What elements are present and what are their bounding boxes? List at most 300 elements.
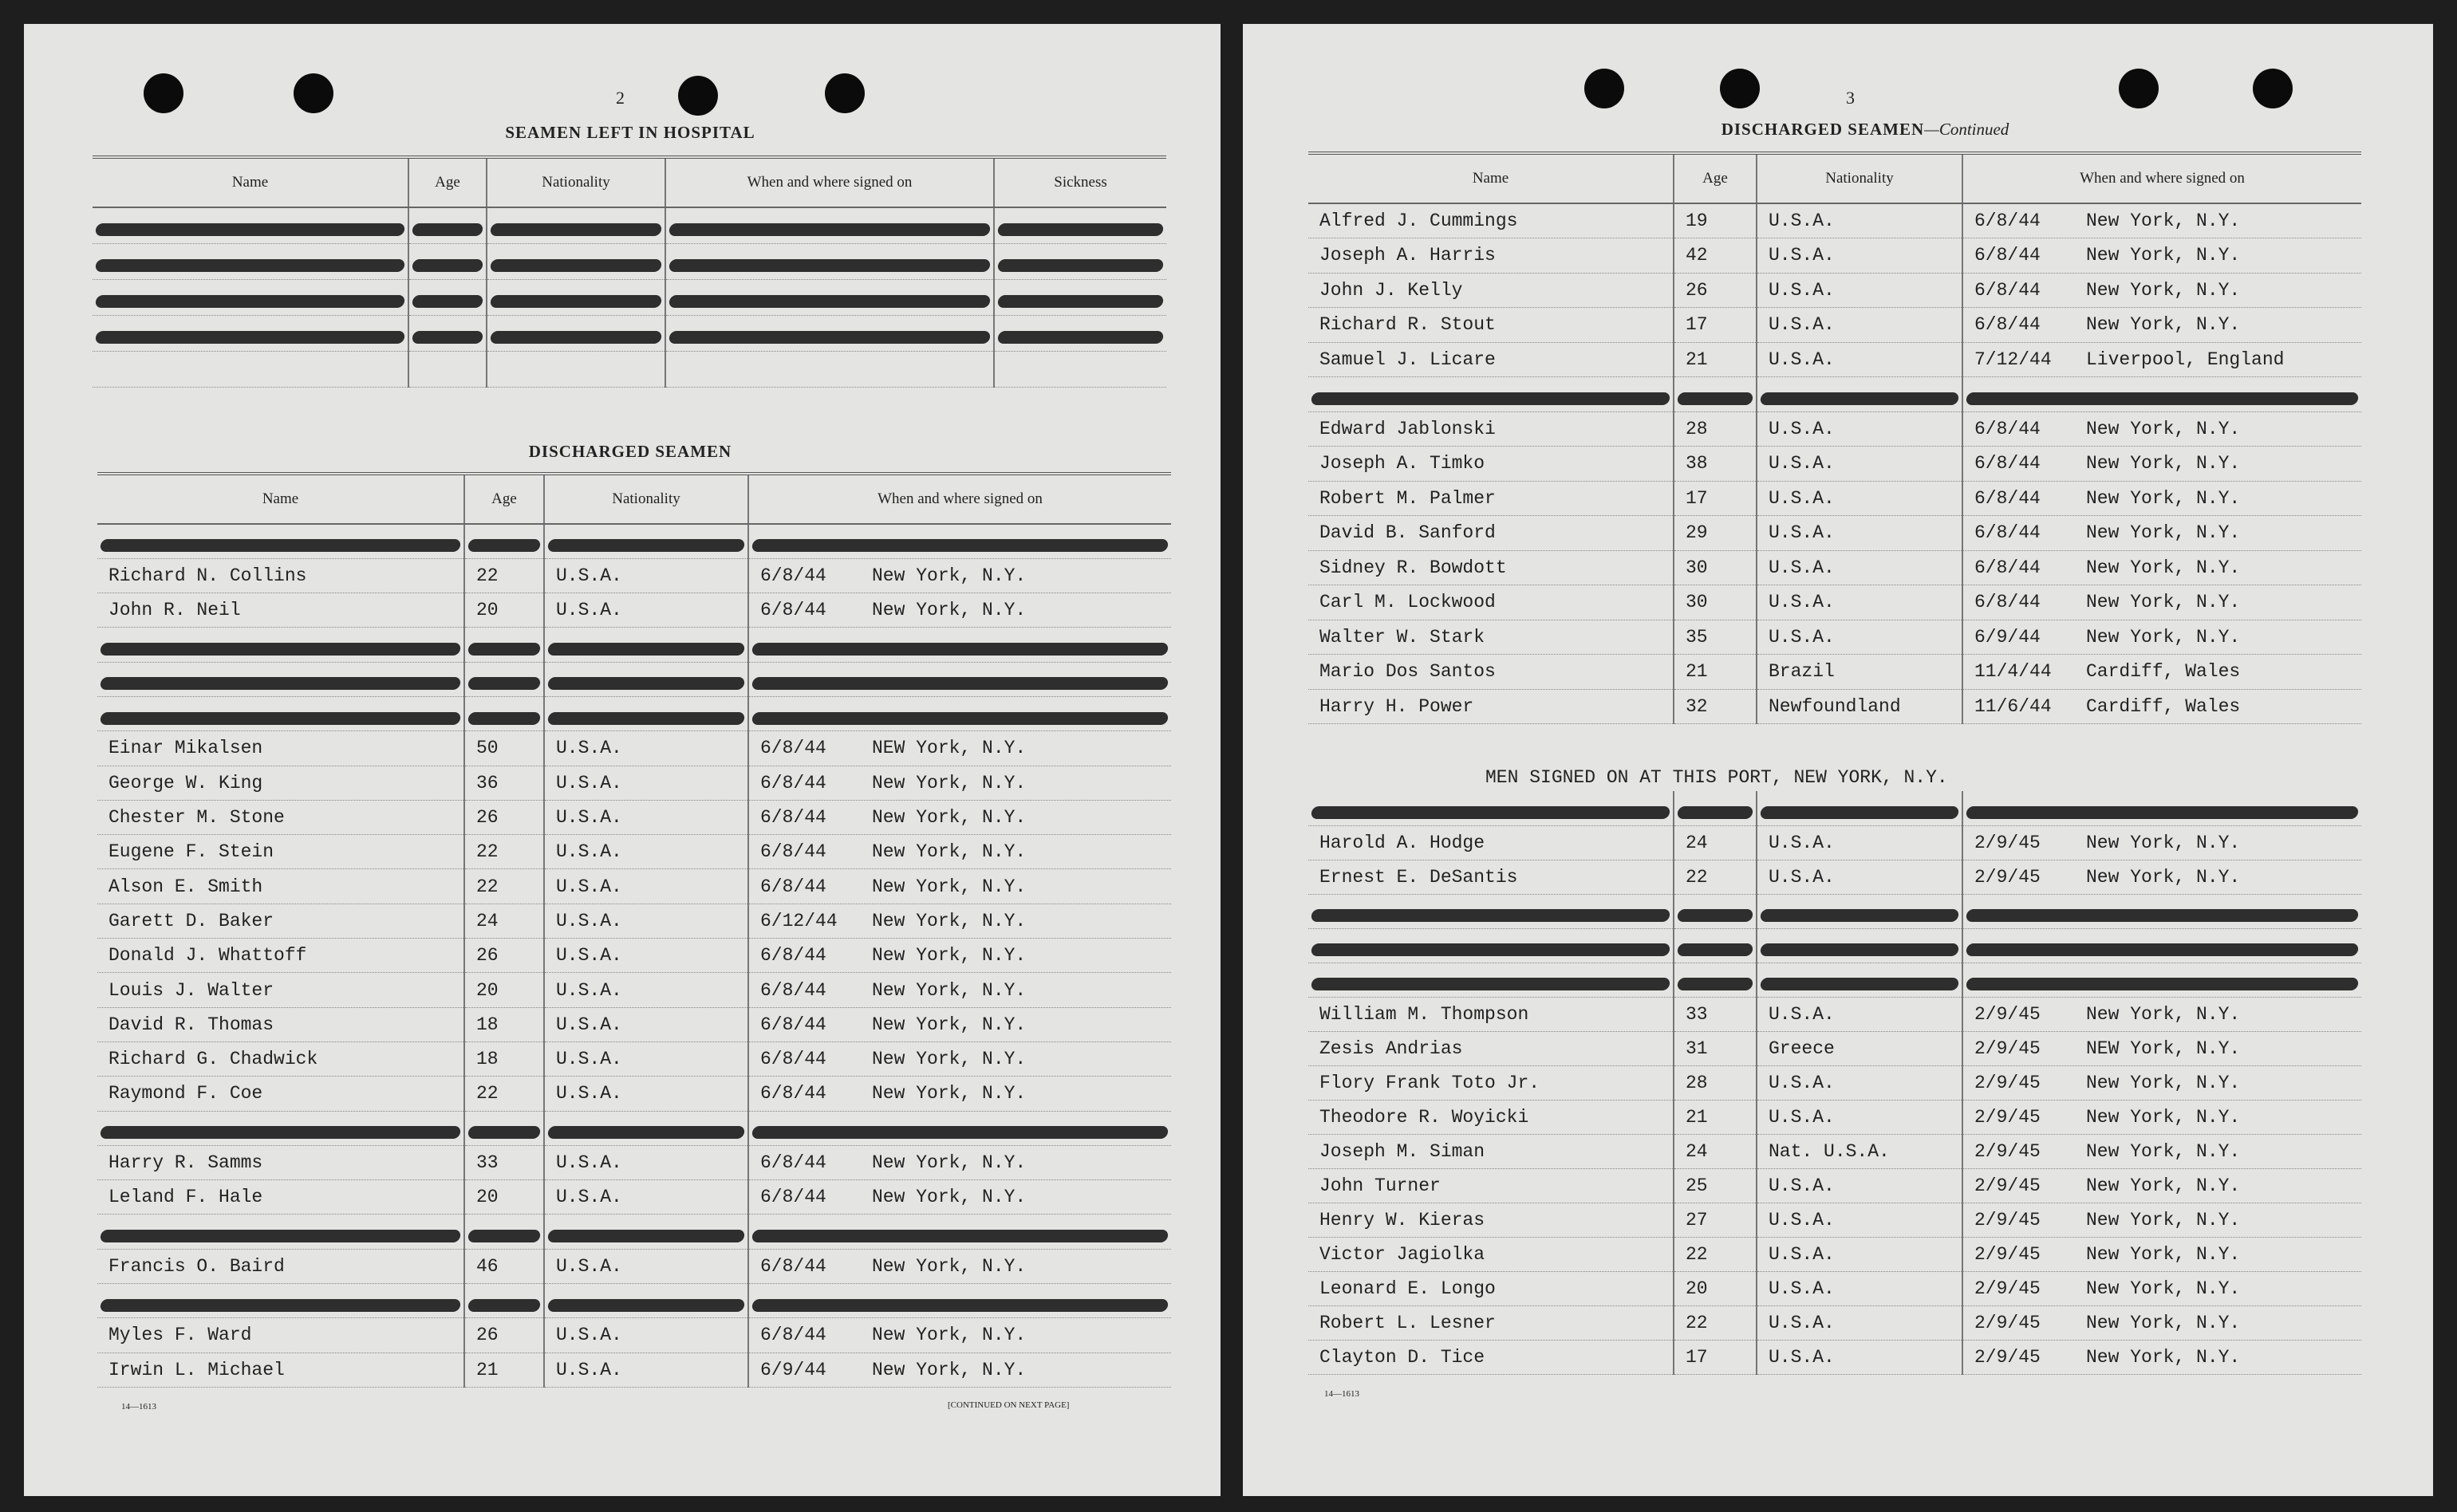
signed-on-date: 2/9/45 (1974, 1312, 2041, 1333)
seaman-name: Ernest E. DeSantis (1308, 860, 1674, 894)
seaman-age: 21 (1674, 1100, 1757, 1134)
seaman-nationality: U.S.A. (544, 1077, 748, 1111)
seaman-name: John R. Neil (97, 593, 464, 628)
seaman-nationality: U.S.A. (544, 973, 748, 1007)
table-cell (665, 351, 994, 387)
seaman-name: Carl M. Lockwood (1308, 585, 1674, 620)
signed-on-date: 6/8/44 (1974, 453, 2041, 474)
redacted-row (97, 1111, 1171, 1145)
seaman-name: Sidney R. Bowdott (1308, 550, 1674, 585)
right-page (1243, 24, 2433, 1496)
seaman-nationality: U.S.A. (544, 558, 748, 593)
signed-on-date: 2/9/45 (1974, 1038, 2041, 1059)
seaman-nationality: U.S.A. (544, 904, 748, 938)
table-row (97, 800, 1171, 834)
seaman-name: Richard G. Chadwick (97, 1041, 464, 1076)
seaman-name: Richard N. Collins (97, 558, 464, 593)
signed-on (748, 1249, 1171, 1283)
seaman-age (1674, 963, 1757, 997)
seaman-age (1674, 928, 1757, 963)
table-row (1308, 550, 2361, 585)
signed-on-place: New York, N.Y. (872, 1255, 1027, 1277)
seaman-age: 22 (464, 835, 544, 869)
signed-on (1962, 550, 2361, 585)
signed-on-place: New York, N.Y. (2086, 1278, 2241, 1299)
signed-on (1962, 481, 2361, 516)
signed-on-place: NEW York, N.Y. (872, 738, 1027, 759)
table-row (1308, 1340, 2361, 1374)
discharged-title: DISCHARGED SEAMEN (528, 442, 732, 461)
signed-on-place: New York, N.Y. (872, 1049, 1027, 1070)
signed-on (1962, 963, 2361, 997)
signed-on-date: 11/6/44 (1974, 695, 2052, 717)
signed-on-date: 6/8/44 (760, 1152, 826, 1173)
signed-on (1962, 894, 2361, 928)
title-text: DISCHARGED SEAMEN (1721, 120, 1925, 139)
seaman-nationality: U.S.A. (544, 766, 748, 800)
seaman-nationality: U.S.A. (1757, 411, 1962, 447)
seaman-nationality (1757, 791, 1962, 825)
seaman-name: John J. Kelly (1308, 273, 1674, 308)
table-row (1308, 1100, 2361, 1134)
seaman-nationality (544, 628, 748, 662)
signed-on-place: New York, N.Y. (2086, 1175, 2241, 1196)
seaman-age: 24 (1674, 1134, 1757, 1168)
seaman-nationality (544, 1111, 748, 1145)
seaman-name: Richard R. Stout (1308, 308, 1674, 343)
signed-on-place: New York, N.Y. (872, 1083, 1027, 1104)
seaman-nationality: U.S.A. (1757, 1100, 1962, 1134)
seaman-name: David R. Thomas (97, 1007, 464, 1041)
discharged-table (97, 472, 1171, 1388)
seaman-age: 21 (464, 1353, 544, 1387)
seaman-age: 30 (1674, 550, 1757, 585)
seaman-age: 17 (1674, 481, 1757, 516)
seaman-nationality: U.S.A. (1757, 1305, 1962, 1340)
signed-on (1962, 1271, 2361, 1305)
signed-on-date: 2/9/45 (1974, 866, 2041, 888)
seaman-age: 22 (1674, 1305, 1757, 1340)
signed-on-date: 6/8/44 (760, 807, 826, 829)
signed-on-place: New York, N.Y. (872, 841, 1027, 863)
seaman-nationality: U.S.A. (1757, 342, 1962, 377)
seaman-nationality: U.S.A. (1757, 550, 1962, 585)
signed-on (1962, 655, 2361, 690)
redacted-row (97, 1215, 1171, 1249)
signed-on (748, 800, 1171, 834)
table-row (1308, 238, 2361, 274)
signed-on (748, 731, 1171, 766)
signed-on (1962, 273, 2361, 308)
signed-on-date: 6/8/44 (760, 1014, 826, 1035)
signed-on (1962, 516, 2361, 551)
seaman-nationality: U.S.A. (544, 1007, 748, 1041)
signed-on-place: New York, N.Y. (2086, 211, 2241, 231)
table-row (97, 1180, 1171, 1215)
seaman-name (1308, 928, 1674, 963)
seaman-age (464, 1111, 544, 1145)
seaman-name: William M. Thompson (1308, 997, 1674, 1031)
signed-on-date: 6/8/44 (1974, 245, 2041, 266)
table-cell (487, 207, 665, 243)
seaman-age: 17 (1674, 308, 1757, 343)
table-row (1308, 342, 2361, 377)
signed-on (1962, 1168, 2361, 1203)
signed-on-place: Cardiff, Wales (2086, 695, 2241, 717)
seaman-age: 22 (464, 1077, 544, 1111)
signed-on (1962, 1100, 2361, 1134)
table-cell (408, 243, 487, 279)
table-row (1308, 997, 2361, 1031)
table-row (1308, 203, 2361, 238)
seaman-nationality: U.S.A. (544, 1318, 748, 1353)
redacted-row (93, 279, 1166, 315)
table-row (97, 1007, 1171, 1041)
seaman-age: 42 (1674, 238, 1757, 274)
signed-on-place: Cardiff, Wales (2086, 661, 2241, 683)
signed-on-date: 6/8/44 (760, 600, 826, 621)
signed-on-date: 2/9/45 (1974, 832, 2041, 853)
column-header: Name (97, 474, 464, 524)
signed-on-date: 2/9/45 (1974, 1072, 2041, 1093)
seaman-nationality (544, 1215, 748, 1249)
signed-on-date: 6/8/44 (760, 841, 826, 863)
binder-hole (144, 73, 183, 113)
seaman-name: Victor Jagiolka (1308, 1237, 1674, 1271)
signed-on (748, 1353, 1171, 1387)
signed-on-place: New York, N.Y. (872, 1152, 1027, 1173)
signed-on-date: 11/4/44 (1974, 661, 2052, 683)
binder-hole (294, 73, 333, 113)
signed-on-date: 6/8/44 (1974, 211, 2041, 231)
seaman-name: Joseph M. Siman (1308, 1134, 1674, 1168)
table-cell (994, 351, 1166, 387)
table-cell (93, 207, 408, 243)
signed-on-place: New York, N.Y. (872, 876, 1027, 897)
table-row (97, 1145, 1171, 1179)
table-cell (408, 207, 487, 243)
seaman-age: 20 (464, 593, 544, 628)
seaman-age (464, 1284, 544, 1318)
seaman-age: 24 (1674, 825, 1757, 860)
seaman-nationality: U.S.A. (544, 869, 748, 904)
signed-on (748, 1007, 1171, 1041)
signed-on (748, 524, 1171, 558)
seaman-age: 32 (1674, 689, 1757, 724)
seaman-name: Leland F. Hale (97, 1180, 464, 1215)
signed-on-date: 2/9/45 (1974, 1243, 2041, 1265)
seaman-name: Francis O. Baird (97, 1249, 464, 1283)
table-cell (665, 279, 994, 315)
seaman-nationality (544, 524, 748, 558)
seaman-nationality: U.S.A. (1757, 481, 1962, 516)
port-signed-on-table (1308, 791, 2361, 1375)
seaman-name (1308, 963, 1674, 997)
table-row (1308, 1305, 2361, 1340)
seaman-nationality: U.S.A. (544, 1249, 748, 1283)
signed-on-place: New York, N.Y. (2086, 1312, 2241, 1333)
signed-on (1962, 928, 2361, 963)
seaman-age: 18 (464, 1041, 544, 1076)
table-cell (487, 279, 665, 315)
signed-on-place: New York, N.Y. (2086, 1243, 2241, 1265)
seaman-nationality: U.S.A. (1757, 308, 1962, 343)
signed-on (748, 1145, 1171, 1179)
seaman-name: Joseph A. Harris (1308, 238, 1674, 274)
signed-on-date: 6/8/44 (760, 1187, 826, 1208)
table-cell (93, 243, 408, 279)
signed-on (748, 1111, 1171, 1145)
table-row (1308, 825, 2361, 860)
seaman-age: 30 (1674, 585, 1757, 620)
table-row (1308, 411, 2361, 447)
signed-on (1962, 238, 2361, 274)
signed-on-place: New York, N.Y. (2086, 1346, 2241, 1368)
seaman-age: 28 (1674, 411, 1757, 447)
seaman-nationality: Newfoundland (1757, 689, 1962, 724)
signed-on-date: 6/8/44 (1974, 592, 2041, 613)
seaman-age: 31 (1674, 1031, 1757, 1065)
seaman-name: Zesis Andrias (1308, 1031, 1674, 1065)
hospital-table (93, 156, 1166, 388)
redacted-row (1308, 928, 2361, 963)
table-row (1308, 620, 2361, 655)
table-row (97, 1249, 1171, 1283)
column-header: When and where signed on (1962, 153, 2361, 203)
seaman-name (1308, 377, 1674, 412)
signed-on-place: New York, N.Y. (2086, 592, 2241, 613)
seaman-nationality: U.S.A. (544, 1353, 748, 1387)
signed-on (1962, 620, 2361, 655)
table-row (97, 1353, 1171, 1387)
column-header: When and where signed on (665, 157, 994, 207)
seaman-name (97, 662, 464, 696)
redacted-row (93, 207, 1166, 243)
table-row (1308, 655, 2361, 690)
signed-on (748, 973, 1171, 1007)
signed-on (748, 1077, 1171, 1111)
signed-on-date: 2/9/45 (1974, 1140, 2041, 1162)
signed-on-place: New York, N.Y. (2086, 487, 2241, 509)
signed-on-date: 6/8/44 (760, 876, 826, 897)
seaman-age: 50 (464, 731, 544, 766)
discharged-continued-title (1618, 120, 2112, 140)
seaman-nationality: Brazil (1757, 655, 1962, 690)
signed-on-place: New York, N.Y. (2086, 832, 2241, 853)
signed-on (1962, 1203, 2361, 1237)
table-row (1308, 273, 2361, 308)
seaman-nationality: Greece (1757, 1031, 1962, 1065)
seaman-name (97, 524, 464, 558)
seaman-name: Samuel J. Licare (1308, 342, 1674, 377)
signed-on-date: 6/8/44 (760, 1255, 826, 1277)
binder-hole (1584, 69, 1624, 108)
signed-on (748, 1180, 1171, 1215)
seaman-name (1308, 894, 1674, 928)
seaman-nationality: U.S.A. (1757, 273, 1962, 308)
table-cell (994, 207, 1166, 243)
signed-on-place: New York, N.Y. (872, 600, 1027, 621)
signed-on-date: 6/9/44 (760, 1359, 826, 1380)
continued-note: [CONTINUED ON NEXT PAGE] (948, 1400, 1070, 1410)
signed-on-place: New York, N.Y. (2086, 626, 2241, 648)
seaman-age: 21 (1674, 655, 1757, 690)
signed-on-place: New York, N.Y. (2086, 557, 2241, 578)
signed-on-date: 6/8/44 (1974, 314, 2041, 336)
signed-on (1962, 203, 2361, 238)
table-cell (487, 243, 665, 279)
signed-on-place: New York, N.Y. (872, 979, 1027, 1001)
signed-on (748, 662, 1171, 696)
seaman-nationality: U.S.A. (544, 835, 748, 869)
column-header: Nationality (487, 157, 665, 207)
seaman-nationality: U.S.A. (1757, 1168, 1962, 1203)
signed-on-date: 6/8/44 (1974, 522, 2041, 544)
table-row (93, 351, 1166, 387)
seaman-name: George W. King (97, 766, 464, 800)
seaman-age (1674, 894, 1757, 928)
signed-on-date: 7/12/44 (1974, 348, 2052, 370)
signed-on-place: New York, N.Y. (2086, 1140, 2241, 1162)
table-row (1308, 1065, 2361, 1100)
seaman-name (97, 1215, 464, 1249)
seaman-age: 21 (1674, 342, 1757, 377)
table-row (1308, 481, 2361, 516)
column-header: Age (1674, 153, 1757, 203)
redacted-row (1308, 791, 2361, 825)
signed-on (748, 628, 1171, 662)
seaman-name: Theodore R. Woyicki (1308, 1100, 1674, 1134)
signed-on-date: 6/8/44 (1974, 418, 2041, 439)
signed-on-date: 6/8/44 (1974, 487, 2041, 509)
column-header: Nationality (1757, 153, 1962, 203)
seaman-name: Robert L. Lesner (1308, 1305, 1674, 1340)
hospital-title: SEAMEN LEFT IN HOSPITAL (505, 123, 755, 142)
seaman-nationality: U.S.A. (1757, 238, 1962, 274)
signed-on-place: NEW York, N.Y. (2086, 1038, 2241, 1059)
seaman-name: Alson E. Smith (97, 869, 464, 904)
signed-on-date: 6/12/44 (760, 910, 838, 931)
signed-on (1962, 411, 2361, 447)
column-header: When and where signed on (748, 474, 1171, 524)
seaman-nationality: U.S.A. (1757, 1271, 1962, 1305)
seaman-age: 17 (1674, 1340, 1757, 1374)
form-number: 14—1613 (121, 1402, 156, 1412)
column-header: Age (408, 157, 487, 207)
signed-on (1962, 447, 2361, 482)
seaman-age: 35 (1674, 620, 1757, 655)
column-header: Sickness (994, 157, 1166, 207)
signed-on-date: 2/9/45 (1974, 1346, 2041, 1368)
left-page (24, 24, 1221, 1496)
column-header: Age (464, 474, 544, 524)
signed-on (748, 1041, 1171, 1076)
signed-on-place: New York, N.Y. (872, 1187, 1027, 1208)
signed-on-place: New York, N.Y. (2086, 314, 2241, 336)
signed-on-place: New York, N.Y. (2086, 1072, 2241, 1093)
seaman-age: 20 (464, 1180, 544, 1215)
signed-on (1962, 860, 2361, 894)
table-row (97, 939, 1171, 973)
form-number: 14—1613 (1324, 1389, 1359, 1399)
signed-on (1962, 791, 2361, 825)
signed-on (1962, 1134, 2361, 1168)
signed-on-place: New York, N.Y. (2086, 522, 2241, 544)
seaman-name: Chester M. Stone (97, 800, 464, 834)
redacted-row (97, 696, 1171, 730)
seaman-name: Harry R. Samms (97, 1145, 464, 1179)
seaman-nationality: U.S.A. (1757, 1065, 1962, 1100)
seaman-nationality: U.S.A. (1757, 516, 1962, 551)
signed-on (1962, 1065, 2361, 1100)
signed-on-date: 6/8/44 (760, 979, 826, 1001)
table-cell (994, 243, 1166, 279)
seaman-nationality: U.S.A. (544, 1180, 748, 1215)
seaman-nationality (1757, 377, 1962, 412)
table-row (97, 1318, 1171, 1353)
seaman-name: Louis J. Walter (97, 973, 464, 1007)
seaman-nationality: Nat. U.S.A. (1757, 1134, 1962, 1168)
signed-on-place: New York, N.Y. (872, 1359, 1027, 1380)
table-cell (994, 279, 1166, 315)
seaman-age: 33 (464, 1145, 544, 1179)
signed-on-place: New York, N.Y. (872, 910, 1027, 931)
seaman-age: 26 (464, 939, 544, 973)
seaman-name: Walter W. Stark (1308, 620, 1674, 655)
seaman-age: 22 (1674, 1237, 1757, 1271)
table-cell (665, 315, 994, 351)
signed-on (1962, 689, 2361, 724)
table-row (97, 1041, 1171, 1076)
seaman-nationality (1757, 963, 1962, 997)
signed-on-date: 6/8/44 (760, 738, 826, 759)
seaman-nationality: U.S.A. (1757, 1203, 1962, 1237)
signed-on-place: New York, N.Y. (2086, 1003, 2241, 1025)
redacted-row (97, 1284, 1171, 1318)
seaman-age: 26 (464, 800, 544, 834)
seaman-name: Harold A. Hodge (1308, 825, 1674, 860)
signed-on-place: New York, N.Y. (2086, 418, 2241, 439)
seaman-name: Henry W. Kieras (1308, 1203, 1674, 1237)
seaman-name: Myles F. Ward (97, 1318, 464, 1353)
seaman-nationality: U.S.A. (1757, 203, 1962, 238)
seaman-age (1674, 377, 1757, 412)
table-row (97, 558, 1171, 593)
table-cell (408, 351, 487, 387)
signed-on-date: 6/8/44 (760, 1325, 826, 1346)
signed-on (748, 696, 1171, 730)
redacted-row (93, 315, 1166, 351)
seaman-name: David B. Sanford (1308, 516, 1674, 551)
seaman-name: Mario Dos Santos (1308, 655, 1674, 690)
signed-on-place: New York, N.Y. (2086, 279, 2241, 301)
seaman-age: 25 (1674, 1168, 1757, 1203)
seaman-age: 20 (1674, 1271, 1757, 1305)
signed-on (1962, 308, 2361, 343)
table-cell (994, 315, 1166, 351)
seaman-age: 26 (464, 1318, 544, 1353)
seaman-age: 22 (464, 558, 544, 593)
seaman-nationality: U.S.A. (1757, 585, 1962, 620)
seaman-nationality (1757, 894, 1962, 928)
redacted-row (1308, 894, 2361, 928)
signed-on-date: 2/9/45 (1974, 1209, 2041, 1230)
table-row (97, 731, 1171, 766)
seaman-name: Einar Mikalsen (97, 731, 464, 766)
signed-on (748, 939, 1171, 973)
signed-on (748, 1215, 1171, 1249)
table-row (97, 904, 1171, 938)
